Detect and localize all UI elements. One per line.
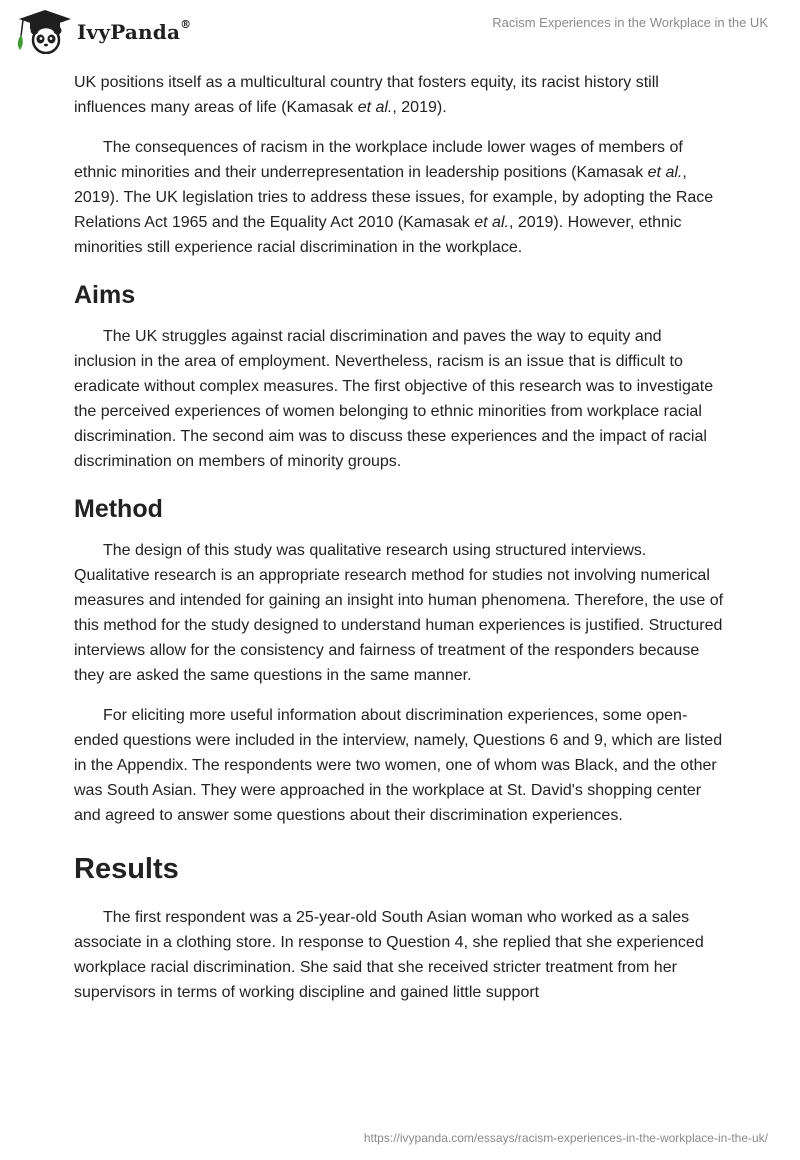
paragraph-aims: The UK struggles against racial discrimination and paves the way to equity and inclusion in the area of employment. Nevertheless, racism is an issue that is difficult to eradicate without complex measures. The first objective of this research was to investigate the perceived experiences of women belonging to ethnic minorities from workplace racial discrimination. The second aim was to discuss these experiences and the impact of racial discrimination on members of minority groups. bbox=[74, 328, 714, 470]
heading-results: Results bbox=[74, 853, 179, 885]
source-url[interactable]: https://ivypanda.com/essays/racism-experiences-in-the-workplace-in-the-uk/ bbox=[363, 1131, 768, 1145]
ivypanda-logo[interactable] bbox=[15, 8, 191, 54]
text-segment: , 2019). bbox=[392, 99, 447, 116]
paragraph-results-first: The first respondent was a 25-year-old South Asian woman who worked as a sales associate in a clothing store. In response to Question 4, she replied that she experienced workplace racial discrimination. She said that she received stricter treatment from her supervisors in terms of working discipline and gained little support bbox=[74, 909, 704, 1001]
italic-citation: et al. bbox=[647, 164, 683, 181]
panda-graduate-icon bbox=[15, 8, 73, 54]
heading-aims: Aims bbox=[74, 281, 136, 309]
page-header bbox=[0, 0, 800, 60]
logo-wordmark bbox=[77, 20, 191, 44]
text-segment: , 2019). However, ethnic minorities still experience racial discrimination in the workplace. bbox=[74, 214, 682, 256]
essay-body bbox=[74, 70, 724, 1020]
text-segment: The consequences of racism in the workplace include lower wages of members of ethnic minorities and their underrepresentation in leadership positions (Kamasak bbox=[74, 139, 683, 181]
italic-citation: et al. bbox=[474, 214, 509, 231]
paragraph-consequences bbox=[74, 135, 724, 260]
registered-mark: ® bbox=[180, 18, 192, 32]
paragraph-method-design: The design of this study was qualitative research using structured interviews. Qualitative research is an appropriate research method for studies not involving numerical measures and intended for gaining an insight into human phenomena. Therefore, the use of this method for the study designed to understand human experiences is justified. Structured interviews allow for the consistency and fairness of treatment of the responders because they are asked the same questions in the same manner. bbox=[74, 542, 724, 684]
logo-text: IvyPanda bbox=[77, 20, 181, 44]
text-segment: UK positions itself as a multicultural country that fosters equity, its racist history still influences many areas of life (Kamasak bbox=[74, 74, 659, 116]
text-segment: , 2019). The UK legislation tries to address these issues, for example, by adopting the Race Relations Act 1965 and the Equality Act 2010 (Kamasak bbox=[74, 164, 714, 231]
paragraph-intro-continuation bbox=[74, 70, 724, 120]
paragraph-method-respondents: For eliciting more useful information about discrimination experiences, some open-ended questions were included in the interview, namely, Questions 6 and 9, which are listed in the Appendix. The respondents were two women, one of whom was Black, and the other was South Asian. They were approached in the workplace at St. David's shopping center and agreed to answer some questions about their discrimination experiences. bbox=[74, 707, 723, 824]
heading-method: Method bbox=[74, 495, 163, 523]
document-title: Racism Experiences in the Workplace in the UK bbox=[492, 15, 768, 30]
italic-citation: et al. bbox=[357, 99, 393, 116]
